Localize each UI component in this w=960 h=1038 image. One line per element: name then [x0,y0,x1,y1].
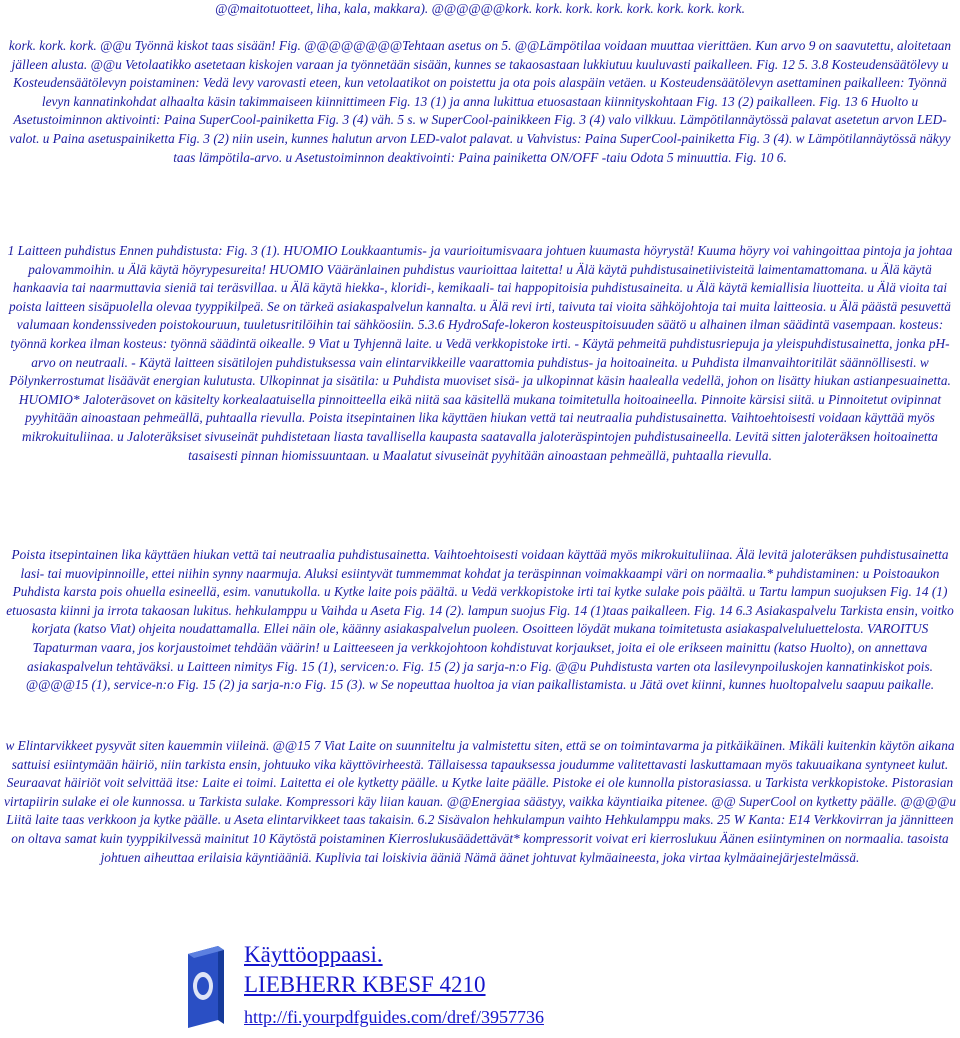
paragraph-lamp-service: Poista itsepintainen lika käyttäen hiukan vettä tai neutraalia puhdistusainetta. Vaihtoehtoisesti voidaan käyttää myös mikrokuituliinaa. Älä levitä jaloteräksen puhdistusainetta lasi- tai muovipinnoille, ettei niihin synny naarmuja. Aluksi esiintyvät tummemmat kohdat ja teräspinnan voimakkaampi väri on normaalia.* puhdistaminen: u Poistoaukon Puhdista karsta pois ohuella esineellä, esim. vanutukolla. u Kytke laite pois päältä. u Vedä verkkopistoke irti tai kytke sulake pois päältä. u Tartu lampun suojuksen Fig. 14 (1) etuosasta kiinni ja irrota takaosan lukitus. hehkulamppu u Vaihda u Aseta Fig. 14 (2). lampun suojus Fig. 14 (1)taas paikalleen. Fig. 14 6.3 Asiakaspalvelu Tarkista ensin, voitko korjata (katso Viat) ohjeita noudattamalla. Ellei näin ole, käänny asiakaspalvelun puoleen. Osoitteen löydät mukana toimitetusta asiakaspalveluluettelosta. VAROITUS Tapaturman vaara, jos korjaustoimet tehdään väärin! u Laitteeseen ja verkkojohtoon kohdistuvat korjaukset, joita ei ole erikseen mainittu (katso Huolto), on annettava asiakaspalvelun tehtäväksi. u Laitteen nimitys Fig. 15 (1), servicen:o. Fig. 15 (2) ja sarja-n:o Fig. @@u Puhdistusta varten ota lasilevynpoiluskojen kannatinkiskot pois. @@@@15 (1), service-n:o Fig. 15 (2) ja sarja-n:o Fig. 15 (3). w Se nopeuttaa huoltoa ja vian paikallistamista. u Jätä ovet kiinni, kunnes huoltopalvelu saapuu paikalle. [6,547,954,693]
guide-title-link[interactable]: Käyttöoppaasi. [244,942,383,967]
product-link[interactable]: LIEBHERR KBESF 4210 [244,972,486,997]
paragraph-settings: kork. kork. kork. @@u Työnnä kiskot taas sisään! Fig. @@@@@@@@Tehtaan asetus on 5. @@Lämpötilaa voidaan muuttaa vierittäen. Kun arvo 9 on saavutettu, aloitetaan jälleen alusta. @@u Vetolaatikko asetetaan kiskojen varaan ja työnnetään sisään, kunnes se takaosastaan lukkiutuu kuuluvasti paikalleen. Fig. 12 5. 3.8 Kosteudensäätölevy u Kosteudensäätölevyn poistaminen: Vedä levy varovasti eteen, kun vetolaatikot on poistettu ja ota pois alaspäin vetäen. u Kosteudensäätölevyn asettaminen paikalleen: Työnnä levyn kannatinkohdat alhaalta käsin takimmaiseen kiinnittimeen Fig. 13 (1) ja anna lukittua etuosastaan kiinnityskohtaan Fig. 13 (2) paikalleen. Fig. 13 6 Huolto u Asetustoiminnon aktivointi: Paina SuperCool-painiketta Fig. 3 (4) väh. 5 s. w SuperCool-painikkeen Fig. 3 (4) valo vilkkuu. Lämpötilannäytössä palavat asetetun arvon LED-valot. u Paina asetuspainiketta Fig. 3 (2) niin usein, kunnes halutun arvon LED-valot palavat. u Vahvistus: Paina SuperCool-painiketta Fig. 3 (4). w Lämpötilannäytössä näkyy taas lämpötila-arvo. u Asetustoiminnon deaktivointi: Paina painiketta ON/OFF -taiu Odota 5 minuuttia. Fig. 10 6. [8,38,952,165]
paragraph-faults: w Elintarvikkeet pysyvät siten kauemmin viileinä. @@15 7 Viat Laite on suunniteltu ja valmistettu siten, että se on toimintavarma ja pitkäikäinen. Mikäli kuitenkin käytön aikana sattuisi esiintymään häiriö, niin tarkista ensin, johtuuko vika käyttövirheestä. Tällaisessa tapauksessa joudumme valitettavasti laskuttamaan myös takuuaikana syntyneet kulut. Seuraavat häiriöt voit selvittää itse: Laite ei toimi. Laitetta ei ole kytketty päälle. u Kytke laite päälle. Pistoke ei ole kunnolla pistorasiassa. u Tarkista verkkopistoke. Pistorasian virtapiirin sulake ei ole kunnossa. u Tarkista sulake. Kompressori käy liian kauan. @@Energiaa säästyy, vaikka käyntiaika pitenee. @@ SuperCool on kytketty päälle. @@@@u Liitä laite taas verkkoon ja kytke päälle. u Aseta elintarvikkeet taas takaisin. 6.2 Sisävalon hehkulampun vaihto Hehkulamppu maks. 25 W Kanta: E14 Verkkovirran ja jännitteen on oltava samat kuin tyyppikilvessä mainitut 10 Käytöstä poistaminen Kierroslukusäädettävät* kompressorit voivat eri kierroslukuu Äänen esiintyminen on normaalia. tasoista johtuen aiheuttaa erilaisia käyntiääniä. Kuplivia tai loiskivia ääniä Nämä äänet johtuvat kylmäaineesta, joka virtaa kylmäainejärjestelmässä. [3,738,957,865]
paragraph-cleaning: 1 Laitteen puhdistus Ennen puhdistusta: Fig. 3 (1). HUOMIO Loukkaantumis- ja vaurioitumisvaara johtuen kuumasta höyrystä! Kuuma höyry voi vahingoittaa pintoja ja johtaa palovammoihin. u Älä käytä höyrypesureita! HUOMIO Vääränlainen puhdistus vaurioittaa laitetta! u Älä käytä puhdistusainetiivisteitä laimentamattomana. u Älä käytä hankaavia tai naarmuttavia sieniä tai teräsvillaa. u Älä käytä hiekka-, kloridi-, kemikaali- tai happopitoisia puhdistusaineita. u Älä käytä kemiallisia liuotteita. u Älä vioita tai poista laitteen sisäpuolella olevaa tyyppikilpeä. Se on tärkeä asiakaspalvelun kannalta. u Älä revi irti, taivuta tai vioita sähköjohtoja tai muita laitteosia. u Älä päästä pesuvettä valumaan kondenssiveden poistokouruun, tuuletusritilöihin tai sähköosiin. 5.3.6 HydroSafe-lokeron kosteuspitoisuuden säätö u alhainen ilman säädintä vasempaan. kosteus: työnnä korkea ilman kosteus: työnnä säädintä oikealle. 9 Viat u Tyhjennä laite. u Vedä verkkopistoke irti. - Käytä pehmeitä puhdistusriepuja ja yleispuhdistusainetta, jonka pH- arvo on neutraali. - Käytä laitteen sisätilojen puhdistuksessa vain elintarvikkeille vaarattomia puhdistus- ja hoitoaineita. u Puhdista ilmanvaihtoritilät säännöllisesti. w Pölynkerrostumat lisäävät energian kulutusta. Ulkopinnat ja sisätila: u Puhdista muoviset sisä- ja ulkopinnat käsin haalealla vedellä, johon on lisätty hiukan astianpesuainetta. HUOMIO* Jaloteräsovet on käsitelty korkealaatuisella pinnoitteella eikä niitä saa käsitellä mukana toimitetulla hoitoaineella. Pinnoite kärsisi siitä. u Pinnoitetut ovipinnat pyyhitään ainoastaan pehmeällä, puhtaalla rievulla. Poista itsepintainen lika käyttäen hiukan vettä tai neutraalia puhdistusainetta. Vaihtoehtoisesti voidaan käyttää myös mikrokuituliinaa. u Jaloteräksiset sivuseinät puhdistetaan liasta tavallisella kaupasta saatavalla jaloteräspintojen puhdistusaineella. Levitä sitten jaloteräksen hoitoainetta tasaisesti pinnan hiomissuuntaan. u Maalatut sivuseinät pyyhitään ainoastaan pehmeällä, puhtaalla rievulla. [7,243,953,463]
paragraph-intro: @@maitotuotteet, liha, kala, makkara). @@@@@@kork. kork. kork. kork. kork. kork. kork. kork. [215,1,745,16]
source-url-link[interactable]: http://fi.yourpdfguides.com/dref/3957736 [244,1007,544,1027]
pdf-book-icon [178,940,230,1032]
footer-links [244,941,544,1031]
